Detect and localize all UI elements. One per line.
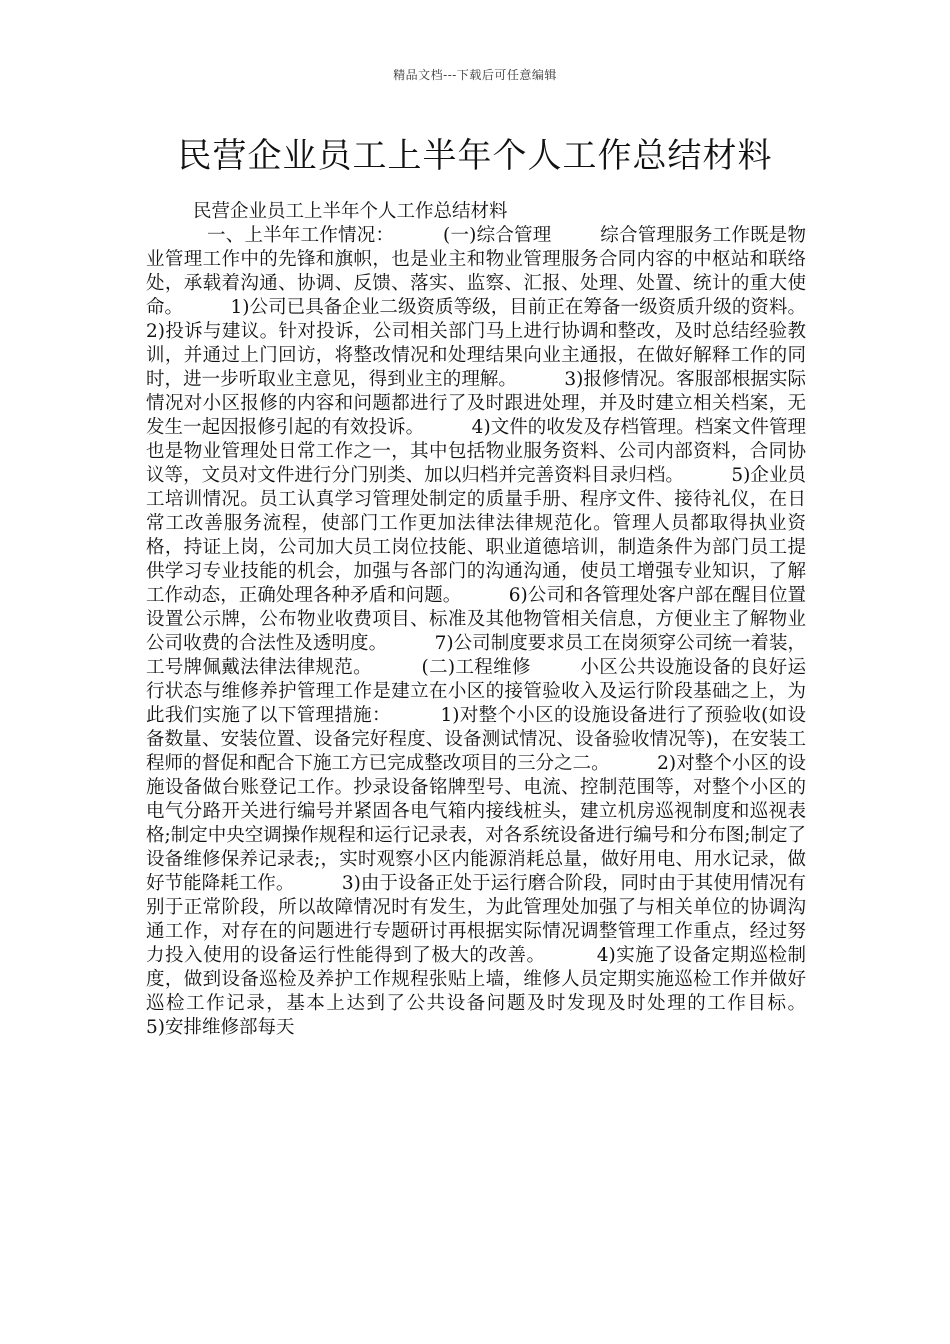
document-body-text: 民营企业员工上半年个人工作总结材料 一、上半年工作情况： (一)综合管理 综合管理服务工作既是物业管理工作中的先锋和旗帜，也是业主和物业管理服务合同内容的中枢站和联络处，承载着沟通、协调、反馈、落实、监察、汇报、处理、处置、统计的重大使命。 1)公司已具备企业二级资质等级，目前正在筹备一级资质升级的资料。 2)投诉与建议。针对投诉，公司相关部门马上进行协调和整改，及时总结经验教训，并通过上门回访，将整改情况和处理结果向业主通报，在做好解释工作的同时，进一步听取业主意见，得到业主的理解。 3)报修情况。客服部根据实际情况对小区报修的内容和问题都进行了及时跟进处理，并及时建立相关档案，无发生一起因报修引起的有效投诉。 4)文件的收发及存档管理。档案文件管理也是物业管理处日常工作之一，其中包括物业服务资料、公司内部资料，合同协议等，文员对文件进行分门别类、加以归档并完善资料目录归档。 5)企业员工培训情况。员工认真学习管理处制定的质量手册、程序文件、接待礼仪，在日常工改善服务流程，使部门工作更加法律法律规范化。管理人员都取得执业资格，持证上岗，公司加大员工岗位技能、职业道德培训，制造条件为部门员工提供学习专业技能的机会，加强与各部门的沟通沟通，使员工增强专业知识，了解工作动态，正确处理各种矛盾和问题。 6)公司和各管理处客户部在醒目位置设置公示牌，公布物业收费项目、标准及其他物管相关信息，方便业主了解物业公司收费的合法性及透明度。 7)公司制度要求员工在岗须穿公司统一着装，工号牌佩戴法律法律规范。 (二)工程维修 小区公共设施设备的良好运行状态与维修养护管理工作是建立在小区的接管验收入及运行阶段基础之上，为此我们实施了以下管理措施： 1)对整个小区的设施设备进行了预验收(如设备数量、安装位置、设备完好程度、设备测试情况、设备验收情况等)，在安装工程师的督促和配合下施工方已完成整改项目的三分之二。 2)对整个小区的设施设备做台账登记工作。抄录设备铭牌型号、电流、控制范围等，对整个小区的电气分路开关进行编号并紧固各电气箱内接线桩头，建立机房巡视制度和巡视表格;制定中央空调操作规程和运行记录表，对各系统设备进行编号和分布图;制定了设备维修保养记录表;，实时观察小区内能源消耗总量，做好用电、用水记录，做好节能降耗工作。 3)由于设备正处于运行磨合阶段，同时由于其使用情况有别于正常阶段，所以故障情况时有发生，为此管理处加强了与相关单位的协调沟通工作，对存在的问题进行专题研讨再根据实际情况调整管理工作重点，经过努力投入使用的设备运行性能得到了极大的改善。 4)实施了设备定期巡检制度，做到设备巡检及养护工作规程张贴上墙，维修人员定期实施巡检工作并做好巡检工作记录，基本上达到了公共设备问题及时发现及时处理的工作目标。 5)安排维修部每天 xyxy=(146,201,806,1038)
header-note: 精品文档---下载后可任意编辑 xyxy=(393,68,557,82)
document-title: 民营企业员工上半年个人工作总结材料 xyxy=(177,136,773,176)
